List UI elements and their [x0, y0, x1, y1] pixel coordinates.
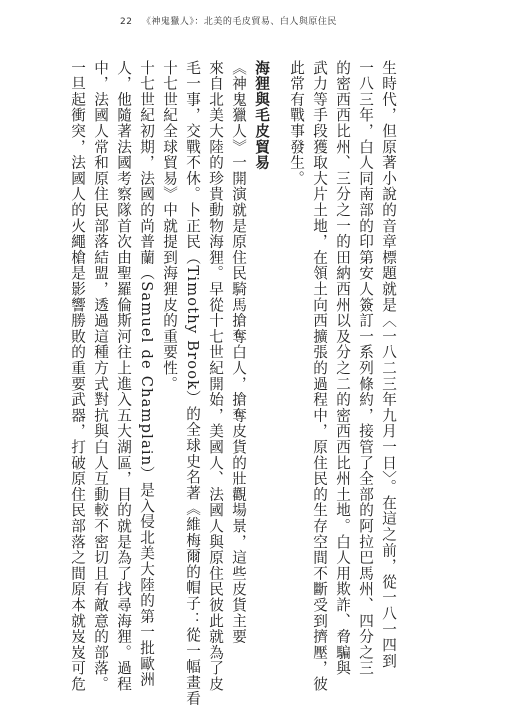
text-line: 的密西西比州、三分之一的田納西州以及分之二的密西西比州土地。白人用欺詐、脅騙與 — [334, 60, 351, 677]
text-line: 一八三年，白人同南部的印第安人簽訂一系列條約，接管了全部的阿拉巴馬州、四分之三 — [357, 60, 374, 677]
text-line: 武力等手段獲取大片土地，在領土向西擴張的過程中，原住民的生存空間不斷受到擠壓，彼 — [311, 60, 328, 692]
text-line: 生時代，但原著小說的音章標題就是〈一八二三年九月一日〉。在這之前，從一八一四到 — [380, 60, 397, 669]
body-text — [66, 60, 400, 706]
text-line: 《神鬼獵人》一開演就是原住民騎馬搶奪白人，搶奪皮貨的壯觀場景，這些皮貨主要 — [230, 60, 247, 645]
running-title: 《神鬼獵人》：北美的毛皮貿易、白人與原住民 — [141, 17, 337, 27]
text-line: 人，他隨著法國考察隊首次由聖羅倫斯河往上進入五大湖區，目的就是為了找尋海狸。過程 — [115, 60, 132, 692]
text-line: 十七世紀初期，法國的尚普蘭（Samuel de Champlain）是入侵北美大陸的第一批歐洲 — [138, 60, 155, 688]
text-line: 此常有戰事發生。 — [288, 60, 305, 187]
text-line: 一旦起衝突，法國人的火繩槍是影響勝敗的重要武器，打破原住民部落之間原本就岌岌可危 — [69, 60, 86, 692]
section-heading: 海狸與毛皮貿易 — [253, 60, 270, 171]
text-line: 中，法國人常和原住民部落結盟，透過這種方式對抗與白人互動較不密切且有敵意的部落。 — [92, 60, 109, 692]
text-line: 毛一事，交戰不休。卜正民（Timothy Brook）的全球史名著《維梅爾的帽子：從一幅畫看 — [184, 60, 201, 706]
section-gap — [273, 60, 285, 480]
text-line: 來自北美大陸的珍貴動物海狸。早從十七世紀開始，美國人、法國人與原住民彼此就為了皮 — [207, 60, 224, 692]
running-header — [120, 14, 337, 27]
page-number: 22 — [120, 17, 133, 27]
text-line: 十七世紀全球貿易》中就提到海狸皮的重要性。 — [161, 60, 178, 392]
